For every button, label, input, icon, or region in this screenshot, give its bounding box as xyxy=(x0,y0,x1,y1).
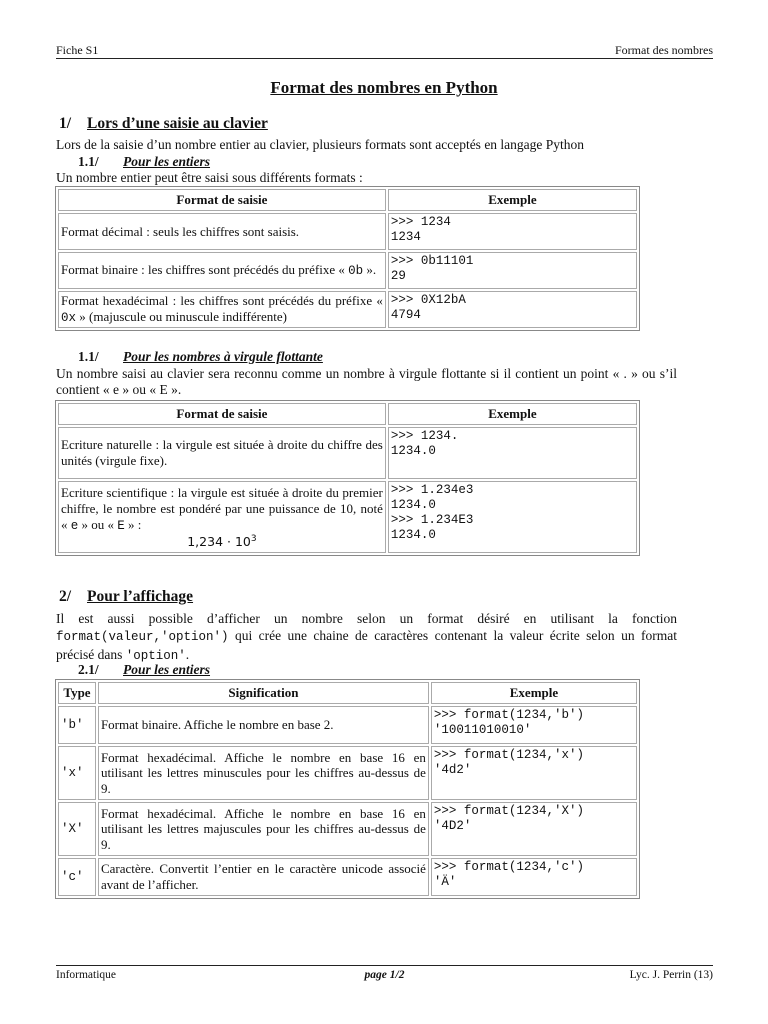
row-description: Ecriture scientifique : la virgule est située à droite du premier chiffre, le nombre est pondéré par une puissance de 10, noté « e » ou « E » : $1,234 \cdot 10^3$ xyxy=(58,481,386,553)
exponent-code-lower: e xyxy=(70,518,79,533)
row-example xyxy=(431,706,637,744)
footer-left: Informatique xyxy=(56,969,117,981)
format-function-code: format(valeur,'option') xyxy=(56,630,229,645)
example-output: 1234.0 xyxy=(390,498,436,512)
subsection-2-1-heading xyxy=(78,662,210,678)
section-1-heading xyxy=(59,115,268,134)
example-output: 1234 xyxy=(390,230,421,244)
format-type-table xyxy=(55,679,640,899)
example-input: >>> 1.234E3 xyxy=(390,513,474,527)
example-input: >>> 0b11101 xyxy=(390,254,474,268)
table-row xyxy=(58,252,637,289)
example-input: >>> format(1234,'X') xyxy=(433,804,584,818)
example-input: >>> 1.234e3 xyxy=(390,483,474,497)
table-row xyxy=(58,858,637,896)
table-row xyxy=(58,746,637,800)
subsection-1-2-heading xyxy=(78,349,323,365)
row-type: 'x' xyxy=(58,746,96,800)
example-input: >>> 1234. xyxy=(390,429,459,443)
subsection-1-1-heading xyxy=(78,154,210,170)
page-title: Format des nombres en Python xyxy=(270,78,498,97)
row-type: 'X' xyxy=(58,802,96,856)
row-type: 'b' xyxy=(58,706,96,744)
table-header-example: Exemple xyxy=(431,682,637,704)
header-left: Fiche S1 xyxy=(56,43,99,57)
example-input: >>> format(1234,'b') xyxy=(433,708,584,722)
example-output: 4794 xyxy=(390,308,421,322)
section-2-heading xyxy=(59,588,193,607)
row-example xyxy=(388,213,637,250)
section-1-title: Lors d’une saisie au clavier xyxy=(87,115,268,132)
table-row xyxy=(58,706,637,744)
section-2-intro: Il est aussi possible d’afficher un nombre selon un format désiré en utilisant la fonction format(valeur,'option') qui crée une chaine de caractères contenant la valeur écrite selon un format précisé dans 'option'. xyxy=(56,611,677,664)
example-input: >>> 1234 xyxy=(390,215,451,229)
example-output: '4D2' xyxy=(433,819,472,833)
row-meaning: Format hexadécimal. Affiche le nombre en base 16 en utilisant les lettres majuscules pour les chiffres au-dessus de 9. xyxy=(98,802,429,856)
row-meaning: Caractère. Convertit l’entier en le caractère unicode associé avant de l’afficher. xyxy=(98,858,429,896)
scientific-formula: $1,234 \cdot 10^3$ xyxy=(187,533,257,549)
example-input: >>> format(1234,'x') xyxy=(433,748,584,762)
exponent-code-upper: E xyxy=(117,518,125,533)
row-description: Format hexadécimal : les chiffres sont précédés du préfixe « 0x » (majuscule ou minuscule indifférente) xyxy=(58,291,386,328)
table-row xyxy=(58,427,637,479)
example-input: >>> 0X12bA xyxy=(390,293,466,307)
row-example xyxy=(431,746,637,800)
subsection-1-2-number: 1.1/ xyxy=(78,349,99,364)
section-2-number: 2/ xyxy=(59,588,72,605)
table-row xyxy=(58,213,637,250)
example-output: 'Ӓ' xyxy=(433,875,457,889)
table-row xyxy=(58,481,637,553)
subsection-1-1-title: Pour les entiers xyxy=(123,154,211,169)
row-meaning: Format hexadécimal. Affiche le nombre en base 16 en utilisant les lettres minuscules pour les chiffres au-dessus de 9. xyxy=(98,746,429,800)
example-output: '4d2' xyxy=(433,763,472,777)
row-description: Ecriture naturelle : la virgule est située à droite du chiffre des unités (virgule fixe). xyxy=(58,427,386,479)
section-1-number: 1/ xyxy=(59,115,72,132)
example-input: >>> format(1234,'c') xyxy=(433,860,584,874)
row-example xyxy=(388,291,637,328)
prefix-code: 0b xyxy=(348,264,364,278)
example-output: 1234.0 xyxy=(390,444,436,458)
row-description: Format décimal : seuls les chiffres sont saisis. xyxy=(58,213,386,250)
row-example xyxy=(388,481,637,553)
footer-right: Lyc. J. Perrin (13) xyxy=(629,969,713,981)
row-example xyxy=(388,427,637,479)
table-header-meaning: Signification xyxy=(98,682,429,704)
subsection-1-2-title: Pour les nombres à virgule flottante xyxy=(123,349,323,364)
table-header-format: Format de saisie xyxy=(58,189,386,211)
row-meaning: Format binaire. Affiche le nombre en base 2. xyxy=(98,706,429,744)
example-output: 1234.0 xyxy=(390,528,436,542)
table-header-format: Format de saisie xyxy=(58,403,386,425)
integer-input-table xyxy=(55,186,640,331)
subsection-2-1-number: 2.1/ xyxy=(78,662,99,677)
table-header-example: Exemple xyxy=(388,189,637,211)
row-description: Format binaire : les chiffres sont précédés du préfixe « 0b ». xyxy=(58,252,386,289)
row-example xyxy=(431,802,637,856)
row-example xyxy=(388,252,637,289)
float-input-table xyxy=(55,400,640,556)
subsection-1-2-intro: Un nombre saisi au clavier sera reconnu comme un nombre à virgule flottante si il contient un point « . » ou s’il contient « e » ou « E ». xyxy=(56,366,677,398)
table-header-row xyxy=(58,682,637,704)
option-code: 'option' xyxy=(125,649,186,664)
table-header-type: Type xyxy=(58,682,96,704)
prefix-code: 0x xyxy=(61,310,77,325)
footer-page-number: page 1/2 xyxy=(364,969,405,981)
table-header-row xyxy=(58,189,637,211)
example-output: '10011010010' xyxy=(433,723,532,737)
subsection-1-1-number: 1.1/ xyxy=(78,154,99,169)
example-output: 29 xyxy=(390,269,406,283)
subsection-2-1-title: Pour les entiers xyxy=(123,662,211,677)
header-right: Format des nombres xyxy=(615,43,713,57)
table-row xyxy=(58,802,637,856)
section-2-title: Pour l’affichage xyxy=(87,588,194,605)
table-header-example: Exemple xyxy=(388,403,637,425)
row-type: 'c' xyxy=(58,858,96,896)
row-example xyxy=(431,858,637,896)
subsection-1-1-intro: Un nombre entier peut être saisi sous différents formats : xyxy=(56,170,363,185)
table-header-row xyxy=(58,403,637,425)
page-footer xyxy=(56,965,713,985)
page-header xyxy=(56,43,713,59)
section-1-intro: Lors de la saisie d’un nombre entier au clavier, plusieurs formats sont acceptés en langage Python xyxy=(56,137,585,152)
table-row xyxy=(58,291,637,328)
